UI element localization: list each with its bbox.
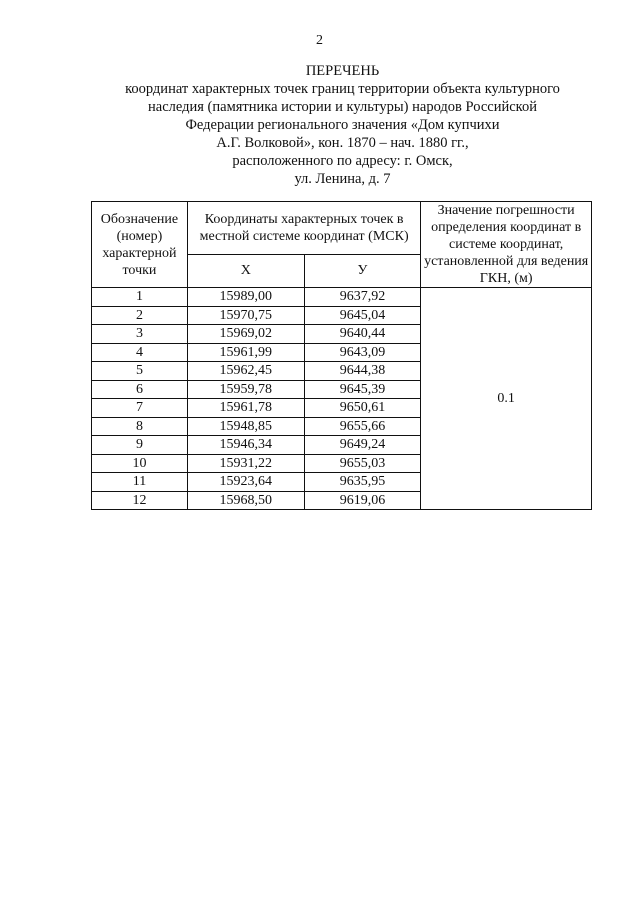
header-msk-coordinates: Координаты характерных точек в местной системе координат (МСК) [187, 202, 420, 255]
point-x: 15961,78 [187, 399, 304, 418]
point-y: 9619,06 [304, 491, 421, 510]
point-x: 15946,34 [187, 436, 304, 455]
point-number: 11 [92, 473, 188, 492]
point-y: 9655,66 [304, 417, 421, 436]
point-x: 15923,64 [187, 473, 304, 492]
point-x: 15970,75 [187, 306, 304, 325]
point-y: 9643,09 [304, 343, 421, 362]
point-number: 6 [92, 380, 188, 399]
title-line: координат характерных точек границ территории объекта культурного [125, 81, 560, 97]
document-title [90, 62, 595, 188]
point-x: 15969,02 [187, 325, 304, 344]
title-line: наследия (памятника истории и культуры) народов Российской [148, 99, 537, 115]
title-heading: ПЕРЕЧЕНЬ [305, 63, 380, 79]
point-x: 15931,22 [187, 454, 304, 473]
point-number: 1 [92, 288, 188, 307]
point-y: 9655,03 [304, 454, 421, 473]
point-y: 9649,24 [304, 436, 421, 455]
point-number: 3 [92, 325, 188, 344]
point-x: 15962,45 [187, 362, 304, 381]
point-x: 15989,00 [187, 288, 304, 307]
point-y: 9635,95 [304, 473, 421, 492]
point-number: 12 [92, 491, 188, 510]
point-y: 9640,44 [304, 325, 421, 344]
point-x: 15968,50 [187, 491, 304, 510]
table-row [92, 288, 592, 307]
coordinates-table [91, 201, 592, 510]
point-number: 4 [92, 343, 188, 362]
title-line: расположенного по адресу: г. Омск, [232, 153, 453, 169]
point-number: 8 [92, 417, 188, 436]
title-line: Федерации регионального значения «Дом купчихи [185, 117, 500, 133]
point-y: 9645,04 [304, 306, 421, 325]
header-x: Х [187, 254, 304, 287]
point-number: 10 [92, 454, 188, 473]
point-number: 2 [92, 306, 188, 325]
page-number: 2 [316, 33, 323, 48]
title-line: ул. Ленина, д. 7 [294, 171, 391, 187]
point-y: 9645,39 [304, 380, 421, 399]
point-number: 7 [92, 399, 188, 418]
title-line: А.Г. Волковой», кон. 1870 – нач. 1880 гг., [216, 135, 469, 151]
header-designation: Обозначение (номер) характерной точки [92, 202, 188, 288]
point-y: 9637,92 [304, 288, 421, 307]
point-y: 9644,38 [304, 362, 421, 381]
point-number: 5 [92, 362, 188, 381]
header-y: У [304, 254, 421, 287]
header-accuracy: Значение погрешности определения координат в системе координат, установленной для ведения ГКН, (м) [421, 202, 592, 288]
point-x: 15961,99 [187, 343, 304, 362]
point-x: 15959,78 [187, 380, 304, 399]
accuracy-value: 0.1 [421, 288, 592, 510]
point-number: 9 [92, 436, 188, 455]
point-y: 9650,61 [304, 399, 421, 418]
point-x: 15948,85 [187, 417, 304, 436]
